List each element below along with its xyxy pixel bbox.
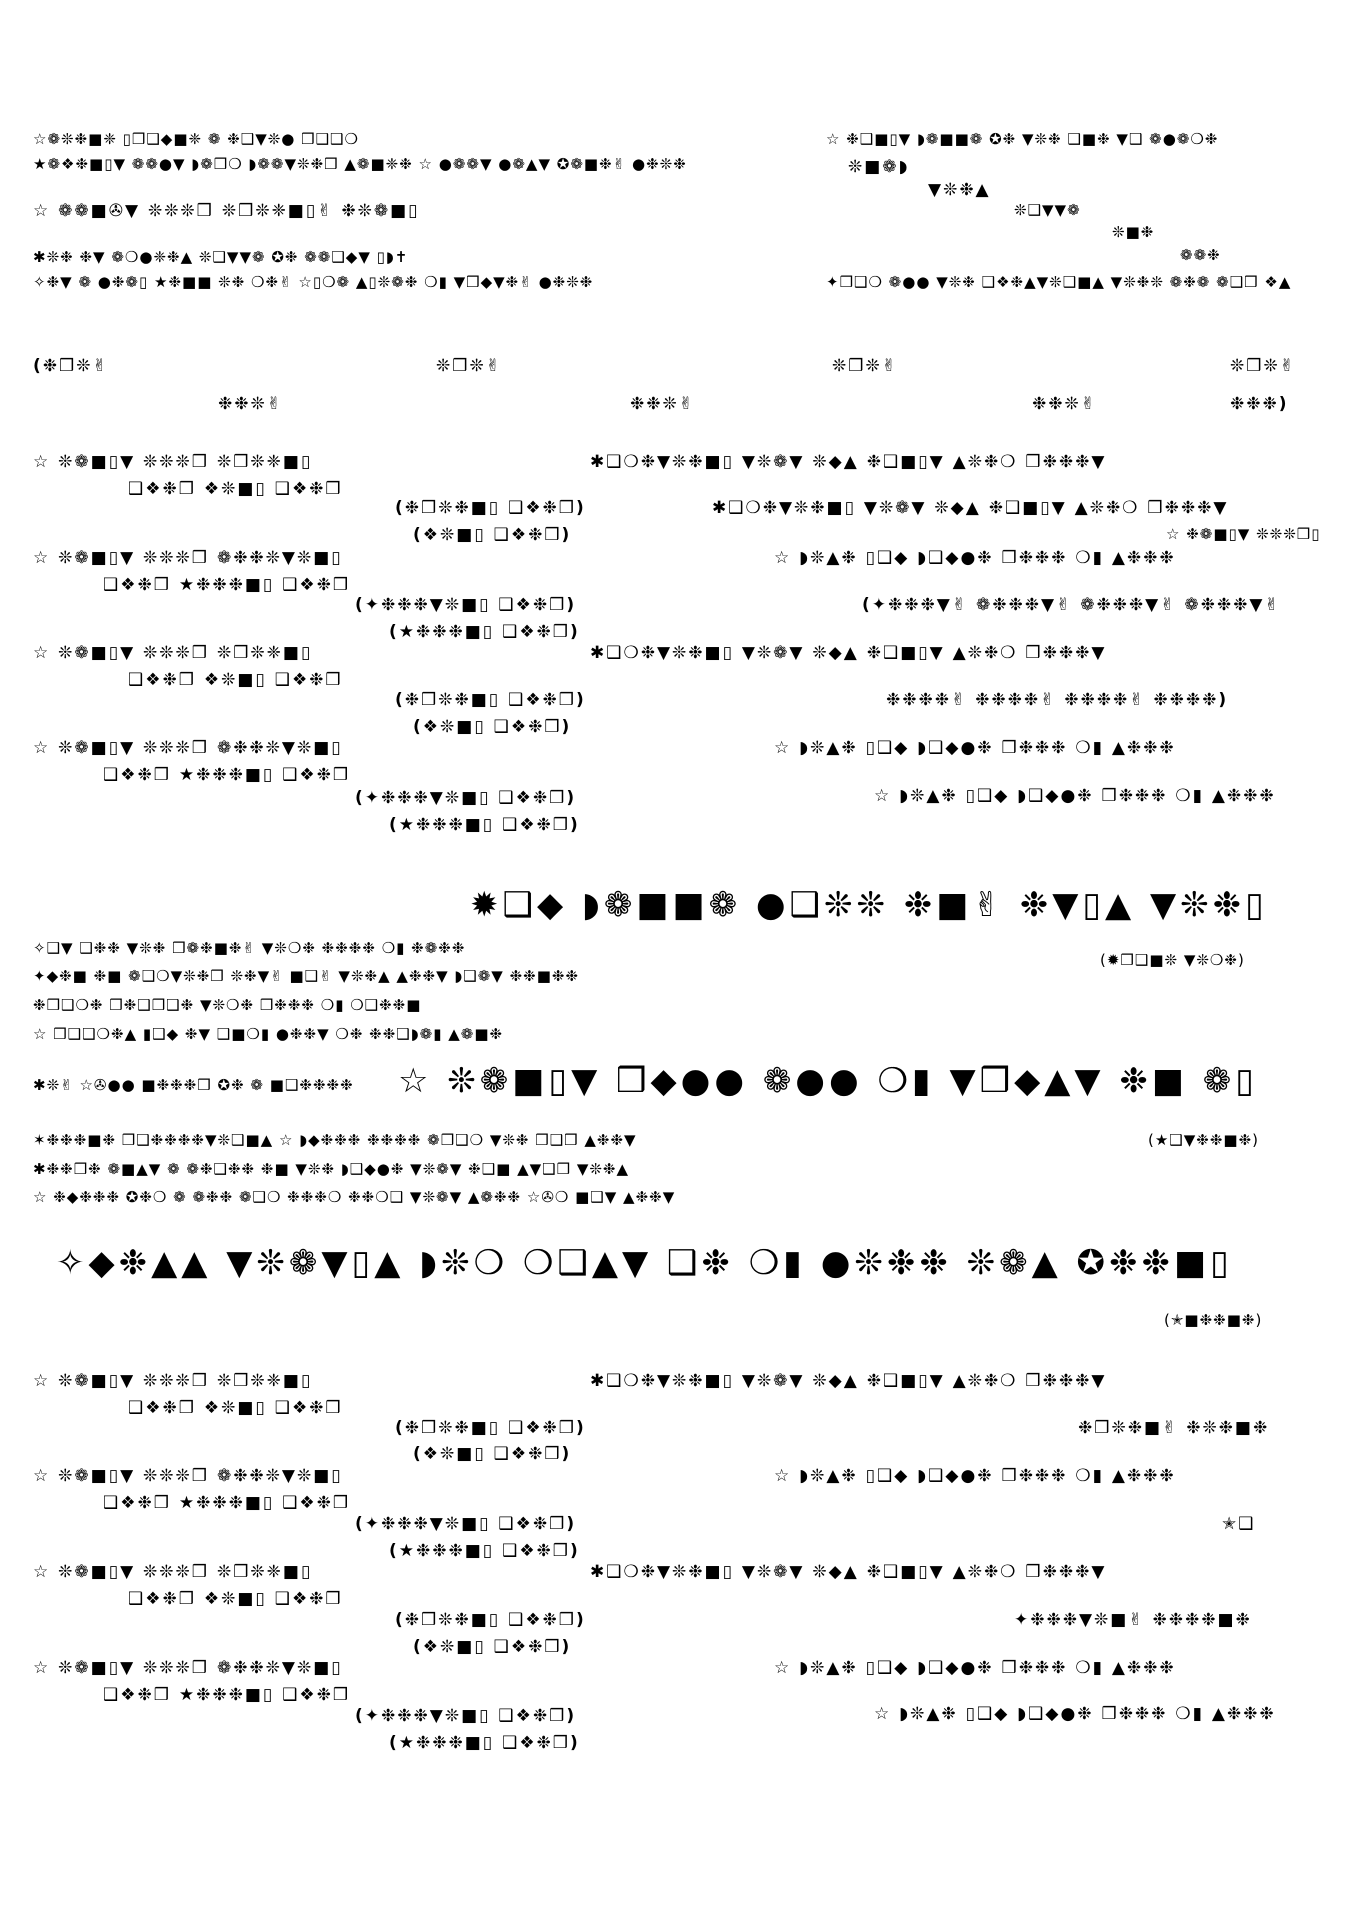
block-a-left-1: ☆ ❊❁■▯▼ ❊❊❊❒ ❊❒❊❈■▯	[33, 452, 313, 472]
header-col-1-a: (❉❒❊✌	[33, 356, 109, 376]
block-a-left-7: (✦❉❉❉▼❊■▯ ❑❖❉❒)	[355, 595, 577, 615]
block-a-left-15: (✦❉❉❉▼❊■▯ ❑❖❉❒)	[355, 788, 577, 808]
section-4-side-note: (✭■❉❉■❉)	[1164, 1311, 1263, 1329]
block-b-left-10: ❑❖❉❒ ❖❊■▯ ❑❖❉❒	[128, 1589, 343, 1609]
section-3-side-note: (★❑▼❉❉■❉)	[1148, 1131, 1260, 1149]
block-a-left-9: ☆ ❊❁■▯▼ ❊❊❊❒ ❊❒❊❈■▯	[33, 643, 313, 663]
section-3-lead: ✱❊✌ ☆✇●● ■❉❉❉❒ ✪❉ ❁ ■❑❉❉❉❉	[33, 1076, 354, 1094]
block-b-left-15: (✦❉❉❉▼❊■▯ ❑❖❉❒)	[355, 1706, 577, 1726]
block-a-left-4: (❖❊■▯ ❑❖❉❒)	[413, 525, 572, 545]
block-a-right-2: ✱❑❍❉▼❊❉■▯ ▼❊❁▼ ❊◆▲ ❉❑■▯▼ ▲❊❉❍ ❒❉❉❉▼	[712, 498, 1229, 518]
block-b-left-2: ❑❖❉❒ ❖❊■▯ ❑❖❉❒	[128, 1398, 343, 1418]
header-col-3-a: ❊❒❊✌	[832, 356, 898, 376]
block-b-left-7: (✦❉❉❉▼❊■▯ ❑❖❉❒)	[355, 1514, 577, 1534]
block-b-right-4: ✭❑	[1222, 1514, 1256, 1534]
section-3-body-3: ☆ ❉◆❉❉❉ ✪❉❍ ❁ ❁❉❉ ❁❑❍ ❉❉❉❍ ❉❉❍❑ ▼❊❁▼ ▲❁❉❉ ☆✇❍ ■❑▼ ▲❉❉▼	[33, 1188, 676, 1206]
block-b-right-7: ☆ ◗❊▲❉ ▯❑◆ ◗❑◆●❉ ❒❉❉❉ ❍▮ ▲❉❉❉	[774, 1658, 1176, 1678]
section-2-body-3: ❉❒❑❍❉ ❒❉❑❒❑❉ ▼❊❍❉ ❒❉❉❉ ❍▮ ❍❑❉❉■	[33, 996, 422, 1014]
intro-right-line-6: ❁❁❉	[1180, 246, 1221, 264]
intro-right-line-2: ❊■❁◗	[848, 157, 910, 177]
block-b-left-8: (★❉❉❉■▯ ❑❖❉❒)	[389, 1541, 580, 1561]
section-2-body-1: ✧❑▼ ❑❉❉ ▼❊❉ ❒❁❉■❉✌ ▼❊❍❉ ❉❉❉❉ ❍▮ ❉❁❉❉	[33, 939, 466, 957]
intro-right-line-1: ☆ ❉❑■▯▼ ◗❁■■❁ ✪❉ ▼❊❉ ❑■❉ ▼❑ ❁●❁❍❉	[826, 130, 1219, 148]
header-col-4-b: ❉❉❉)	[1230, 394, 1289, 414]
block-a-right-1: ✱❑❍❉▼❊❉■▯ ▼❊❁▼ ❊◆▲ ❉❑■▯▼ ▲❊❉❍ ❒❉❉❉▼	[590, 452, 1107, 472]
block-b-left-3: (❉❒❊❉■▯ ❑❖❉❒)	[395, 1418, 586, 1438]
block-a-left-8: (★❉❉❉■▯ ❑❖❉❒)	[389, 622, 580, 642]
block-a-right-8: ☆ ◗❊▲❉ ▯❑◆ ◗❑◆●❉ ❒❉❉❉ ❍▮ ▲❉❉❉	[774, 738, 1176, 758]
intro-right-line-7: ✦❒❑❍ ❁●● ▼❊❉ ❑❖❉▲▼❊❑■▲ ▼❊❉❊ ❁❉❁ ❁❑❒ ❖▲	[826, 273, 1292, 291]
block-a-left-5: ☆ ❊❁■▯▼ ❊❊❊❒ ❁❉❉❊▼❊■▯	[33, 548, 343, 568]
intro-line-5: ✧❉▼ ❁ ●❉❁▯ ★❉■■ ❊❉ ❍❉✌ ☆▯❍❁ ▲▯❊❁❉ ❍▮ ▼❒◆▼❉✌ ●❉❊❉	[33, 273, 594, 291]
section-2-body-2: ✦◆❉■ ❉■ ❁❑❍▼❊❉❒ ❊❉▼✌ ■❑✌ ▼❊❉▲ ▲❉❉▼ ◗❑❁▼ ❉❉■❉❉	[33, 967, 580, 985]
block-b-left-5: ☆ ❊❁■▯▼ ❊❊❊❒ ❁❉❉❊▼❊■▯	[33, 1466, 343, 1486]
block-a-right-5: (✦❉❉❉▼✌ ❁❉❉❉▼✌ ❁❉❉❉▼✌ ❁❉❉❉▼✌	[862, 595, 1281, 615]
block-b-right-3: ☆ ◗❊▲❉ ▯❑◆ ◗❑◆●❉ ❒❉❉❉ ❍▮ ▲❉❉❉	[774, 1466, 1176, 1486]
section-2-side-note: (✹❒❑■❊ ▼❊❍❉)	[1100, 951, 1245, 969]
block-a-right-3: ☆ ❉❁■▯▼ ❊❊❊❒▯	[1166, 525, 1321, 543]
block-b-right-1: ✱❑❍❉▼❊❉■▯ ▼❊❁▼ ❊◆▲ ❉❑■▯▼ ▲❊❉❍ ❒❉❉❉▼	[590, 1371, 1107, 1391]
block-b-left-11: (❉❒❊❉■▯ ❑❖❉❒)	[395, 1610, 586, 1630]
header-col-4-a: ❊❒❊✌	[1230, 356, 1296, 376]
block-b-left-16: (★❉❉❉■▯ ❑❖❉❒)	[389, 1733, 580, 1753]
block-a-left-13: ☆ ❊❁■▯▼ ❊❊❊❒ ❁❉❉❊▼❊■▯	[33, 738, 343, 758]
block-a-left-14: ❑❖❉❒ ★❉❉❉■▯ ❑❖❉❒	[103, 765, 351, 785]
header-col-2-a: ❊❒❊✌	[436, 356, 502, 376]
block-a-right-9: ☆ ◗❊▲❉ ▯❑◆ ◗❑◆●❉ ❒❉❉❉ ❍▮ ▲❉❉❉	[874, 786, 1276, 806]
block-b-right-6: ✦❉❉❉▼❊■✌ ❉❉❉❉■❉	[1014, 1610, 1252, 1630]
intro-right-line-3: ▼❊❉▲	[928, 180, 991, 200]
block-a-left-12: (❖❊■▯ ❑❖❉❒)	[413, 717, 572, 737]
section-3-heading: ☆ ❊❁■▯▼ ❒◆●● ❁●● ❍▮ ▼❒◆▲▼ ❉■ ❁▯	[398, 1061, 1258, 1101]
section-2-body-4: ☆ ❒❑❑❍❉▲ ▮❑◆ ❉▼ ❑■❍▮ ●❉❉▼ ❍❉ ❉❉❑◗❁▮ ▲❁■❉	[33, 1025, 504, 1043]
intro-right-line-5: ❊■❉	[1112, 223, 1155, 241]
section-2-heading: ✹❑◆ ◗❁■■❁ ●❑❊❊ ❉■✌ ❉▼▯▲ ▼❊❉▯	[470, 885, 1268, 925]
block-a-right-6: ✱❑❍❉▼❊❉■▯ ▼❊❁▼ ❊◆▲ ❉❑■▯▼ ▲❊❉❍ ❒❉❉❉▼	[590, 643, 1107, 663]
section-4-heading: ✧◆❉▲▲ ▼❊❁▼▯▲ ◗❊❍ ❍❑▲▼ ❑❉ ❍▮ ●❊❉❉ ❊❁▲ ✪❉❉■▯	[56, 1243, 1233, 1283]
header-col-1-b: ❉❉❊✌	[218, 394, 283, 414]
block-a-left-3: (❉❒❊❉■▯ ❑❖❉❒)	[395, 498, 586, 518]
header-col-3-b: ❉❉❊✌	[1032, 394, 1097, 414]
block-a-right-4: ☆ ◗❊▲❉ ▯❑◆ ◗❑◆●❉ ❒❉❉❉ ❍▮ ▲❉❉❉	[774, 548, 1176, 568]
section-3-body-2: ✱❉❉❒❉ ❁■▲▼ ❁ ❁❉❑❉❉ ❉■ ▼❊❉ ◗❑◆●❉ ▼❊❁▼ ❉❑■ ▲▼❑❒ ▼❊❉▲	[33, 1160, 630, 1178]
block-a-left-6: ❑❖❉❒ ★❉❉❉■▯ ❑❖❉❒	[103, 575, 351, 595]
block-b-right-5: ✱❑❍❉▼❊❉■▯ ▼❊❁▼ ❊◆▲ ❉❑■▯▼ ▲❊❉❍ ❒❉❉❉▼	[590, 1562, 1107, 1582]
block-b-right-2: ❉❒❊❉■✌ ❉❊❉■❉	[1078, 1418, 1270, 1438]
block-b-left-12: (❖❊■▯ ❑❖❉❒)	[413, 1637, 572, 1657]
intro-right-line-4: ❊❑▼▼❁	[1014, 201, 1081, 219]
block-a-left-10: ❑❖❉❒ ❖❊■▯ ❑❖❉❒	[128, 670, 343, 690]
block-a-left-2: ❑❖❉❒ ❖❊■▯ ❑❖❉❒	[128, 479, 343, 499]
block-a-right-7: ❉❉❉❉✌ ❉❉❉❉✌ ❉❉❉❉✌ ❉❉❉❉)	[886, 690, 1229, 710]
block-b-left-6: ❑❖❉❒ ★❉❉❉■▯ ❑❖❉❒	[103, 1493, 351, 1513]
block-b-left-4: (❖❊■▯ ❑❖❉❒)	[413, 1444, 572, 1464]
intro-line-3: ☆ ❁❁■✇▼ ❊❊❊❒ ❊❒❊❈■▯✌ ❉❊❁■▯	[33, 201, 420, 221]
block-b-right-8: ☆ ◗❊▲❉ ▯❑◆ ◗❑◆●❉ ❒❉❉❉ ❍▮ ▲❉❉❉	[874, 1704, 1276, 1724]
block-a-left-16: (★❉❉❉■▯ ❑❖❉❒)	[389, 815, 580, 835]
block-b-left-13: ☆ ❊❁■▯▼ ❊❊❊❒ ❁❉❉❊▼❊■▯	[33, 1658, 343, 1678]
intro-line-2: ★❁❖❉■▯▼ ❁❁●▼ ◗❁❒❍ ◗❁❁▼❊❉❒ ▲❁■❈❉ ☆ ●❁❁▼ ●❁▲▼ ✪❁■❉✌ ●❉❊❉	[33, 155, 687, 173]
intro-line-4: ✱❊❉ ❉▼ ❁❍●❈❉▲ ❊❑▼▼❁ ✪❉ ❁❁❑◆▼ ▯◗✝	[33, 248, 409, 266]
block-b-left-14: ❑❖❉❒ ★❉❉❉■▯ ❑❖❉❒	[103, 1685, 351, 1705]
section-3-body-1: ✶❉❉❉■❉ ❒❑❉❉❉❉▼❊❑■▲ ☆ ◗◆❉❉❉ ❉❉❉❉ ❁❒❑❍ ▼❊❉ ❒❑❒ ▲❉❉▼	[33, 1131, 637, 1149]
block-b-left-1: ☆ ❊❁■▯▼ ❊❊❊❒ ❊❒❊❈■▯	[33, 1371, 313, 1391]
intro-line-1: ☆❁❊❉■❈ ▯❒❑◆■❈ ❁ ❉❑▼❊● ❒❑❑❍	[33, 130, 359, 148]
header-col-2-b: ❉❉❊✌	[630, 394, 695, 414]
block-b-left-9: ☆ ❊❁■▯▼ ❊❊❊❒ ❊❒❊❈■▯	[33, 1562, 313, 1582]
block-a-left-11: (❉❒❊❉■▯ ❑❖❉❒)	[395, 690, 586, 710]
